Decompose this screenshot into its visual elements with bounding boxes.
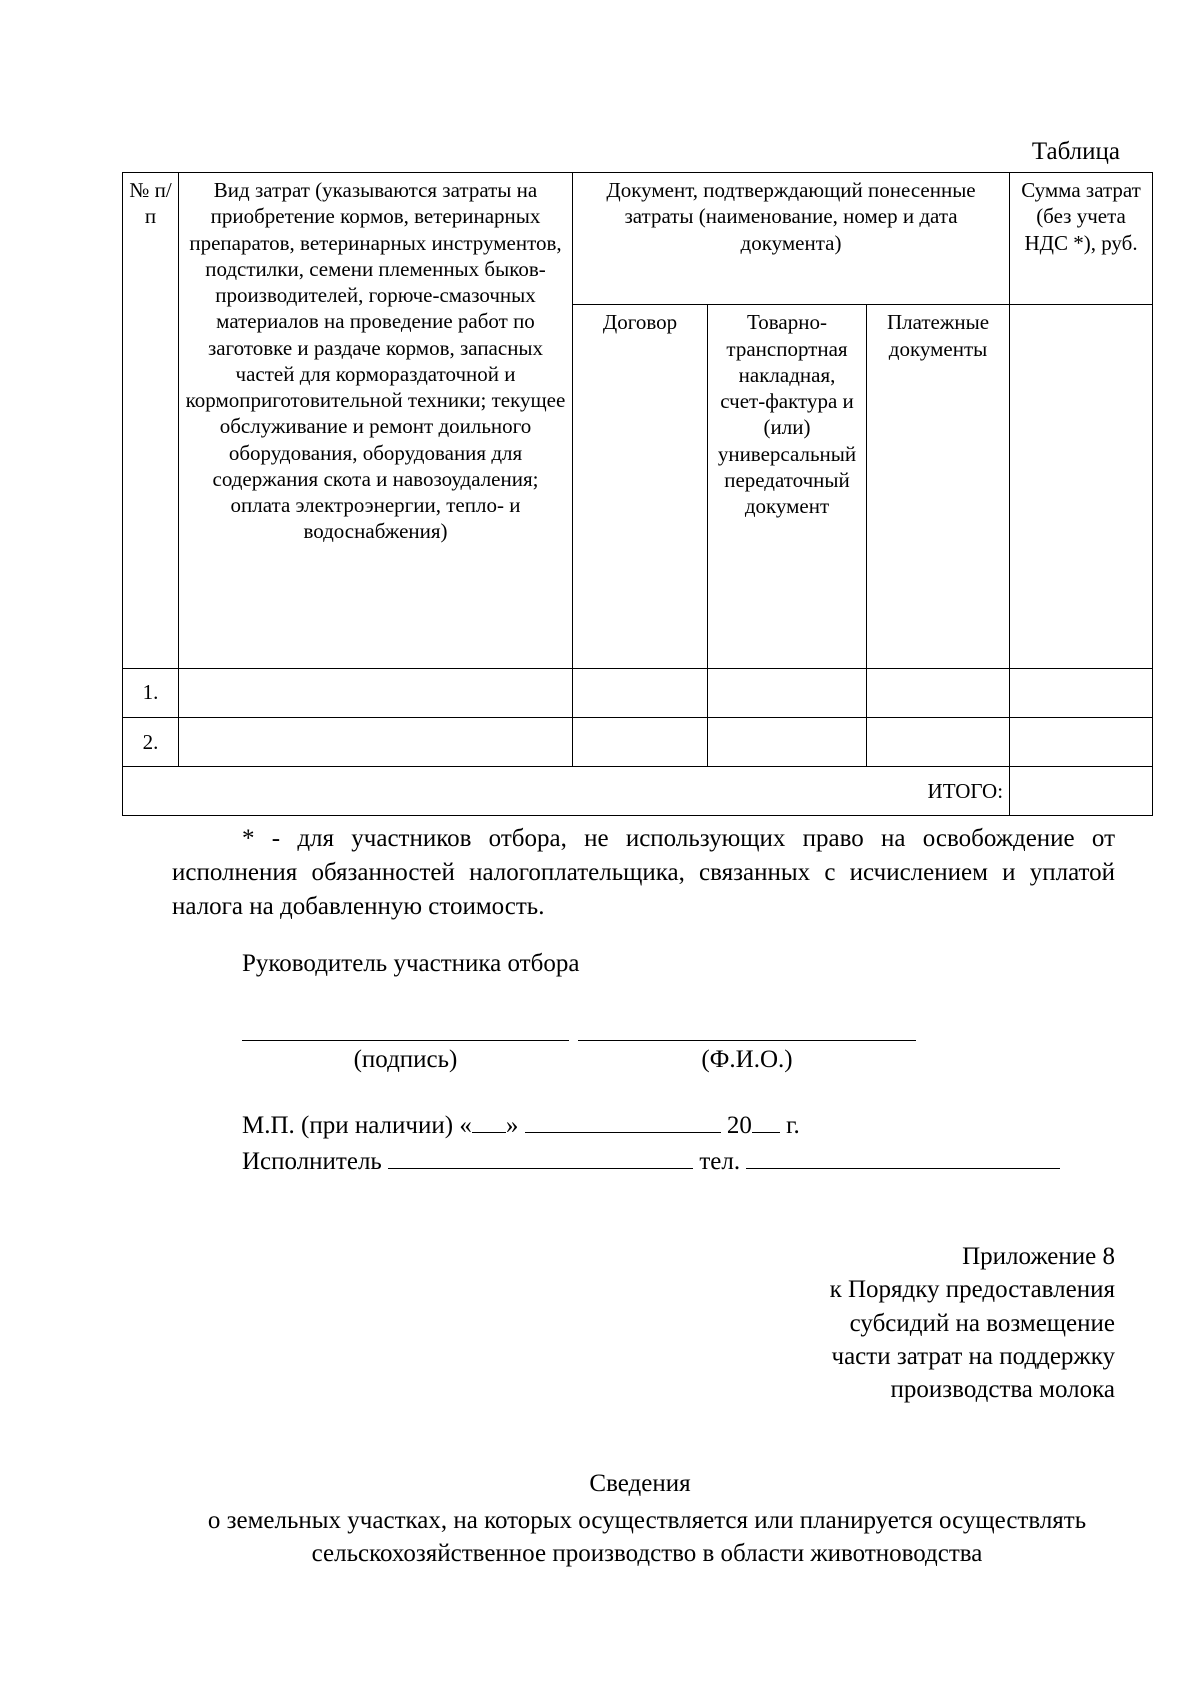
svedenia-title: Сведения	[589, 1470, 691, 1497]
header-contract: Договор	[573, 305, 708, 668]
header-document: Документ, подтверждающий понесенные затраты (наименование, номер и дата документа)	[573, 173, 1010, 305]
svedenia-subtitle: о земельных участках, на которых осуществляется или планируется осуществлять сельскохозяйственное производство в области животноводства	[207, 1507, 1087, 1568]
phone-label: тел.	[699, 1148, 741, 1175]
row-cell[interactable]	[179, 668, 573, 717]
row-cell[interactable]	[573, 668, 708, 717]
header-cost-type: Вид затрат (указываются затраты на приобретение кормов, ветеринарных препаратов, ветеринарных инструментов, подстилки, семени племенных быков-производителей, горюче-смазочных материалов на проведение работ по заготовке и раздаче кормов, запасных частей для кормораздаточной и кормоприготовительной техники; текущее обслуживание и ремонт доильного оборудования, оборудования для содержания скота и навозоудаления; оплата электроэнергии, тепло- и водоснабжения)	[179, 173, 573, 669]
year-field[interactable]	[752, 1131, 780, 1133]
appendix-line: к Порядку предоставления	[829, 1276, 1115, 1304]
appendix-line: производства молока	[890, 1376, 1115, 1403]
row-number: 2.	[123, 717, 179, 766]
executor-field[interactable]	[388, 1167, 693, 1169]
row-cell[interactable]	[867, 717, 1010, 766]
header-sum: Сумма затрат (без учета НДС *), руб.	[1010, 173, 1153, 305]
mp-prefix: М.П. (при наличии) «	[242, 1112, 472, 1139]
row-cell[interactable]	[1010, 717, 1153, 766]
head-label: Руководитель участника отбора	[242, 950, 580, 977]
row-cell[interactable]	[179, 717, 573, 766]
name-label: (Ф.И.О.)	[701, 1046, 793, 1073]
footnote: * - для участников отбора, не использующих право на освобождение от исполнения обязанностей налогоплательщика, связанных с исчислением и уплатой налога на добавленную стоимость.	[172, 825, 1115, 920]
appendix-line: субсидий на возмещение	[849, 1309, 1115, 1337]
row-cell[interactable]	[1010, 668, 1153, 717]
header-num: № п/п	[123, 173, 179, 669]
phone-field[interactable]	[746, 1167, 1060, 1169]
header-waybill: Товарно-транспортная накладная, счет-фактура и (или) универсальный передаточный документ	[708, 305, 867, 668]
executor-label: Исполнитель	[242, 1148, 382, 1175]
row-cell[interactable]	[708, 668, 867, 717]
signature-label: (подпись)	[353, 1046, 458, 1073]
year-suffix: г.	[786, 1112, 800, 1139]
year-prefix: 20	[726, 1112, 752, 1139]
total-row	[123, 766, 1153, 815]
row-number: 1.	[123, 668, 179, 717]
appendix-block	[695, 1240, 1115, 1406]
row-cell[interactable]	[708, 717, 867, 766]
mp-date-line	[242, 1112, 800, 1140]
day-field[interactable]	[472, 1131, 506, 1133]
total-value-cell[interactable]	[1010, 766, 1153, 815]
mp-quote-close: »	[505, 1112, 519, 1139]
executor-line	[242, 1148, 1060, 1176]
total-label: ИТОГО:	[123, 766, 1010, 815]
header-payment-docs: Платежные документы	[867, 305, 1010, 668]
table-row	[123, 668, 1153, 717]
header-sum-empty	[1010, 305, 1153, 668]
name-line[interactable]	[578, 1040, 916, 1041]
row-cell[interactable]	[867, 668, 1010, 717]
month-field[interactable]	[525, 1131, 721, 1133]
appendix-line: части затрат на поддержку	[831, 1342, 1115, 1370]
table-caption: Таблица	[1031, 138, 1120, 165]
signature-line[interactable]	[242, 1040, 569, 1041]
table-row	[123, 717, 1153, 766]
appendix-line: Приложение 8	[962, 1243, 1115, 1270]
row-cell[interactable]	[573, 717, 708, 766]
costs-table	[122, 172, 1153, 816]
